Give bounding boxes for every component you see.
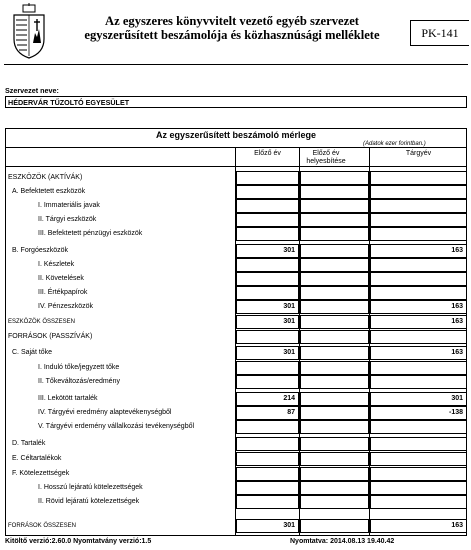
row-label: II. Tőkeváltozás/eredmény bbox=[38, 378, 120, 385]
row-label: C. Saját tőke bbox=[12, 349, 53, 356]
value-prev: 301 bbox=[283, 247, 295, 254]
cell-adj bbox=[300, 258, 369, 272]
cell-curr bbox=[370, 185, 467, 199]
cell-prev bbox=[236, 467, 299, 481]
cell-prev bbox=[236, 199, 299, 213]
version-info: Kitöltő verzió:2.60.0 Nyomtatvány verzió:1.5 bbox=[5, 538, 152, 545]
cell-adj bbox=[300, 330, 369, 344]
cell-adj bbox=[300, 361, 369, 375]
table-row bbox=[0, 199, 471, 213]
cell-curr bbox=[370, 213, 467, 227]
cell-curr bbox=[370, 258, 467, 272]
value-curr: 163 bbox=[451, 522, 463, 529]
form-title-line1: Az egyszeres könyvvitelt vezető egyéb szervezet bbox=[105, 14, 359, 28]
cell-curr bbox=[370, 467, 467, 481]
cell-adj bbox=[300, 244, 369, 258]
cell-adj bbox=[300, 495, 369, 509]
value-curr: 163 bbox=[451, 303, 463, 310]
colhead-rule bbox=[5, 166, 467, 167]
cell-curr bbox=[370, 171, 467, 185]
row-label: I. Immateriális javak bbox=[38, 202, 100, 209]
cell-curr bbox=[370, 495, 467, 509]
row-label: III. Lekötött tartalék bbox=[38, 395, 98, 402]
cell-adj bbox=[300, 467, 369, 481]
cell-adj bbox=[300, 420, 369, 434]
cell-adj bbox=[300, 213, 369, 227]
cell-curr bbox=[370, 420, 467, 434]
balance-title: Az egyszerűsített beszámoló mérlege bbox=[155, 130, 317, 140]
cell-curr bbox=[370, 227, 467, 241]
value-curr: 301 bbox=[451, 395, 463, 402]
table-row bbox=[0, 495, 471, 509]
table-row bbox=[0, 330, 471, 344]
value-prev: 214 bbox=[283, 395, 295, 402]
cell-prev bbox=[236, 361, 299, 375]
row-label: II. Követelések bbox=[38, 275, 84, 282]
cell-adj bbox=[300, 375, 369, 389]
row-label: III. Befektetett pénzügyi eszközök bbox=[38, 230, 143, 237]
cell-adj bbox=[300, 315, 369, 329]
table-row bbox=[0, 213, 471, 227]
row-label: E. Céltartalékok bbox=[12, 455, 62, 462]
table-row bbox=[0, 392, 471, 406]
row-label: F. Kötelezettségek bbox=[12, 470, 70, 477]
row-label: V. Tárgyévi erdemény vállalkozási tevékenységből bbox=[38, 423, 195, 430]
form-title-line2: egyszerűsített beszámolója és közhasznúsági melléklete bbox=[84, 28, 380, 42]
cell-adj bbox=[300, 286, 369, 300]
cell-adj bbox=[300, 185, 369, 199]
cell-adj bbox=[300, 519, 369, 533]
value-curr: -138 bbox=[448, 409, 463, 416]
form-title bbox=[58, 14, 406, 42]
row-label: I. Készletek bbox=[38, 261, 75, 268]
cell-adj bbox=[300, 199, 369, 213]
cell-adj bbox=[300, 406, 369, 420]
row-label: D. Tartalék bbox=[12, 440, 46, 447]
table-row bbox=[0, 467, 471, 481]
row-label: B. Forgóeszközök bbox=[12, 247, 69, 254]
table-row bbox=[0, 286, 471, 300]
cell-adj bbox=[300, 481, 369, 495]
form-code: PK-141 bbox=[410, 20, 469, 46]
row-label: IV. Pénzeszközök bbox=[38, 303, 93, 310]
table-row bbox=[0, 406, 471, 420]
print-timestamp: Nyomtatva: 2014.08.13 19.40.42 bbox=[290, 538, 395, 545]
table-row bbox=[0, 300, 471, 314]
col-curr-header: Tárgyév bbox=[405, 150, 432, 157]
cell-curr bbox=[370, 286, 467, 300]
cell-adj bbox=[300, 452, 369, 466]
row-label: A. Befektetett eszközök bbox=[12, 188, 86, 195]
table-row bbox=[0, 361, 471, 375]
row-label: ESZKÖZÖK (AKTÍVÁK) bbox=[8, 174, 83, 181]
value-prev: 301 bbox=[283, 349, 295, 356]
row-label: IV. Tárgyévi eredmény alaptevékenységből bbox=[38, 409, 172, 416]
cell-prev bbox=[236, 481, 299, 495]
value-prev: 87 bbox=[287, 409, 295, 416]
value-curr: 163 bbox=[451, 247, 463, 254]
value-prev: 301 bbox=[283, 318, 295, 325]
table-row bbox=[0, 519, 471, 533]
table-row bbox=[0, 375, 471, 389]
row-label: FORRÁSOK (PASSZÍVÁK) bbox=[8, 333, 93, 340]
table-row bbox=[0, 481, 471, 495]
cell-prev bbox=[236, 330, 299, 344]
cell-adj bbox=[300, 171, 369, 185]
cell-curr bbox=[370, 361, 467, 375]
cell-prev bbox=[236, 437, 299, 451]
cell-prev bbox=[236, 420, 299, 434]
row-label: ESZKÖZÖK ÖSSZESEN bbox=[8, 319, 76, 325]
cell-curr bbox=[370, 452, 467, 466]
cell-prev bbox=[236, 171, 299, 185]
header-rule bbox=[5, 147, 467, 148]
table-row bbox=[0, 258, 471, 272]
cell-prev bbox=[236, 258, 299, 272]
cell-prev bbox=[236, 185, 299, 199]
cell-curr bbox=[370, 481, 467, 495]
row-label: II. Tárgyi eszközök bbox=[38, 216, 97, 223]
cell-prev bbox=[236, 286, 299, 300]
value-prev: 301 bbox=[283, 303, 295, 310]
row-label: III. Értékpapírok bbox=[38, 289, 88, 296]
cell-prev bbox=[236, 227, 299, 241]
table-row bbox=[0, 346, 471, 360]
value-prev: 301 bbox=[283, 522, 295, 529]
table-row bbox=[0, 244, 471, 258]
cell-curr bbox=[370, 272, 467, 286]
cell-prev bbox=[236, 213, 299, 227]
table-row bbox=[0, 227, 471, 241]
cell-adj bbox=[300, 272, 369, 286]
cell-curr bbox=[370, 330, 467, 344]
row-label: I. Induló tőke/jegyzett tőke bbox=[38, 364, 120, 371]
table-row bbox=[0, 315, 471, 329]
cell-curr bbox=[370, 375, 467, 389]
table-row bbox=[0, 171, 471, 185]
value-curr: 163 bbox=[451, 318, 463, 325]
table-row bbox=[0, 420, 471, 434]
col-prev-header: Előző év bbox=[254, 150, 281, 157]
table-row bbox=[0, 452, 471, 466]
cell-adj bbox=[300, 392, 369, 406]
row-label: FORRÁSOK ÖSSZESEN bbox=[8, 523, 77, 529]
organization-label: Szervezet neve: bbox=[5, 86, 59, 95]
coat-of-arms-icon bbox=[9, 3, 49, 59]
cell-curr bbox=[370, 437, 467, 451]
cell-prev bbox=[236, 495, 299, 509]
cell-adj bbox=[300, 346, 369, 360]
cell-prev bbox=[236, 452, 299, 466]
cell-prev bbox=[236, 272, 299, 286]
table-row bbox=[0, 437, 471, 451]
cell-adj bbox=[300, 300, 369, 314]
cell-prev bbox=[236, 375, 299, 389]
unit-note: (Adatok ezer forintban.) bbox=[363, 141, 426, 147]
organization-name-field: HÉDERVÁR TŰZOLTÓ EGYESÜLET bbox=[5, 96, 467, 108]
row-label: I. Hosszú lejáratú kötelezettségek bbox=[38, 484, 143, 491]
row-label: II. Rövid lejáratú kötelezettségek bbox=[38, 498, 140, 505]
table-row bbox=[0, 185, 471, 199]
cell-curr bbox=[370, 199, 467, 213]
cell-adj bbox=[300, 227, 369, 241]
header-divider bbox=[4, 64, 468, 65]
cell-adj bbox=[300, 437, 369, 451]
col-adj-header: Előző év helyesbítése bbox=[306, 150, 346, 165]
value-curr: 163 bbox=[451, 349, 463, 356]
table-row bbox=[0, 272, 471, 286]
